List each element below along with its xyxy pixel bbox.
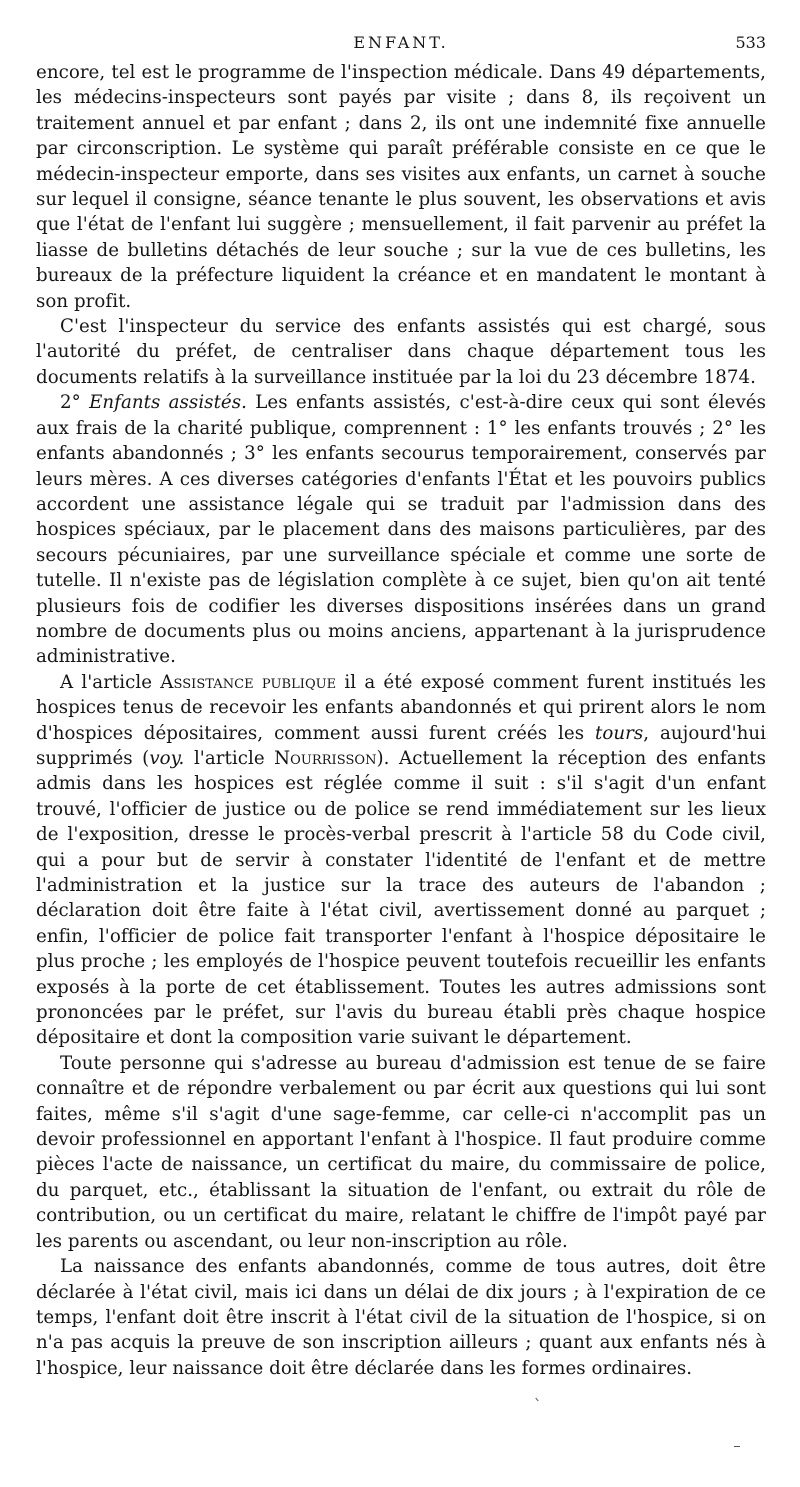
- paragraph-naissance: [36, 1254, 766, 1381]
- paragraph-enfants-assistes: [36, 390, 766, 669]
- print-speck: [535, 1398, 538, 1402]
- italic-term-tours: tours: [595, 722, 644, 744]
- paragraph-text: ). Actuellement la réception des enfants admis dans les hospices est réglée comme il suit : s'il s'agit d'un enfant trouvé, l'officier de justice ou de police se rend immédiatement sur les lieux de l'exposition, dresse le procès-verbal prescrit à l'article 58 du Code civil, qui a pour but de servir à constater l'identité de l'enfant et de mettre l'administration et la justice sur la trace des auteurs de l'abandon ; déclaration doit être faite à l'état civil, avertissement donné au parquet ; enfin, l'officier de police fait transporter l'enfant à l'hospice dépositaire le plus proche ; les employés de l'hospice peuvent toutefois recueillir les enfants exposés à la porte de cet établissement. Toutes les autres admissions sont prononcées par le préfet, sur l'avis du bureau établi près chaque hospice dépositaire et dont la composition varie suivant le département.: [36, 747, 766, 1049]
- paragraph-bureau-admission: [36, 1051, 766, 1254]
- paragraph-text: C'est l'inspecteur du service des enfants assistés qui est chargé, sous l'autorité du préfet, de centraliser dans chaque département tous les documents relatifs à la surveillance instituée par la loi du 23 décembre 1874.: [36, 316, 766, 388]
- paragraph-text: encore, tel est le programme de l'inspection médicale. Dans 49 départements, les médecins-inspecteurs sont payés par visite ; dans 8, ils reçoivent un traitement annuel et par enfant ; dans 2, ils ont une indemnité fixe annuelle par circonscription. Le système qui paraît préférable consiste en ce que le médecin-inspecteur emporte, dans ses visites aux enfants, un carnet à souche sur lequel il consigne, séance tenante le plus souvent, les observations et avis que l'état de l'enfant lui suggère ; mensuellement, il fait parvenir au préfet la liasse de bulletins détachés de leur souche ; sur la vue de ces bulletins, les bureaux de la préfecture liquident la créance et en mandatent le montant à son profit.: [36, 62, 766, 312]
- paragraph-text: , aujourd'hui supprimés (: [36, 722, 767, 769]
- italic-term-voy: voy.: [149, 747, 185, 769]
- paragraph-text: il a été exposé comment furent institués les hospices tenus de recevoir les enfants abandonnés et qui prirent alors le nom d'hospices dépositaires, comment aussi furent créés les: [36, 671, 766, 744]
- cross-reference-nourrisson: Nourrisson: [274, 747, 377, 769]
- paragraph-inspecteur: [36, 314, 766, 390]
- running-title: ENFANT.: [353, 33, 449, 52]
- page-number: 533: [735, 33, 766, 52]
- print-speck: [734, 1446, 740, 1447]
- section-number: 2°: [60, 392, 90, 414]
- paragraph-hospices: [36, 670, 766, 1051]
- paragraph-text: Les enfants assistés, c'est-à-dire ceux qui sont élevés aux frais de la charité publique, comprennent : 1° les enfants trouvés ; 2° les enfants abandonnés ; 3° les enfants secourus temporairement, conservés par leurs mères. A ces diverses catégories d'enfants l'État et les pouvoirs publics accordent une assistance légale qui se traduit par l'admission dans des hospices spéciaux, par le placement dans des maisons particulières, par des secours pécuniaires, par une surveillance spéciale et comme une sorte de tutelle. Il n'existe pas de législation complète à ce sujet, bien qu'on ait tenté plusieurs fois de codifier les diverses dispositions insérées dans un grand nombre de documents plus ou moins anciens, appartenant à la jurisprudence administrative.: [36, 392, 766, 668]
- paragraph-continued: [36, 60, 766, 314]
- cross-reference-assistance: Assistance publique: [160, 671, 337, 693]
- paragraph-text: l'article: [184, 747, 275, 769]
- running-head: [36, 31, 766, 55]
- paragraph-text: Toute personne qui s'adresse au bureau d'admission est tenue de se faire connaître et de répondre verbalement ou par écrit aux questions qui lui sont faites, même s'il s'agit d'une sage-femme, car celle-ci n'accomplit pas un devoir professionnel en apportant l'enfant à l'hospice. Il faut produire comme pièces l'acte de naissance, un certificat du maire, du commissaire de police, du parquet, etc., établissant la situation de l'enfant, ou extrait du rôle de contribution, ou un certificat du maire, relatant le chiffre de l'impôt payé par les parents ou ascendant, ou leur non-inscription au rôle.: [36, 1052, 766, 1252]
- paragraph-text: La naissance des enfants abandonnés, comme de tous autres, doit être déclarée à l'état civil, mais ici dans un délai de dix jours ; à l'expiration de ce temps, l'enfant doit être inscrit à l'état civil de la situation de l'hospice, si on n'a pas acquis la preuve de son inscription ailleurs ; quant aux enfants nés à l'hospice, leur naissance doit être déclarée dans les formes ordinaires.: [36, 1256, 766, 1379]
- body-text: [36, 60, 766, 1381]
- paragraph-text: A l'article: [60, 671, 161, 693]
- section-heading: Enfants assistés.: [89, 392, 247, 414]
